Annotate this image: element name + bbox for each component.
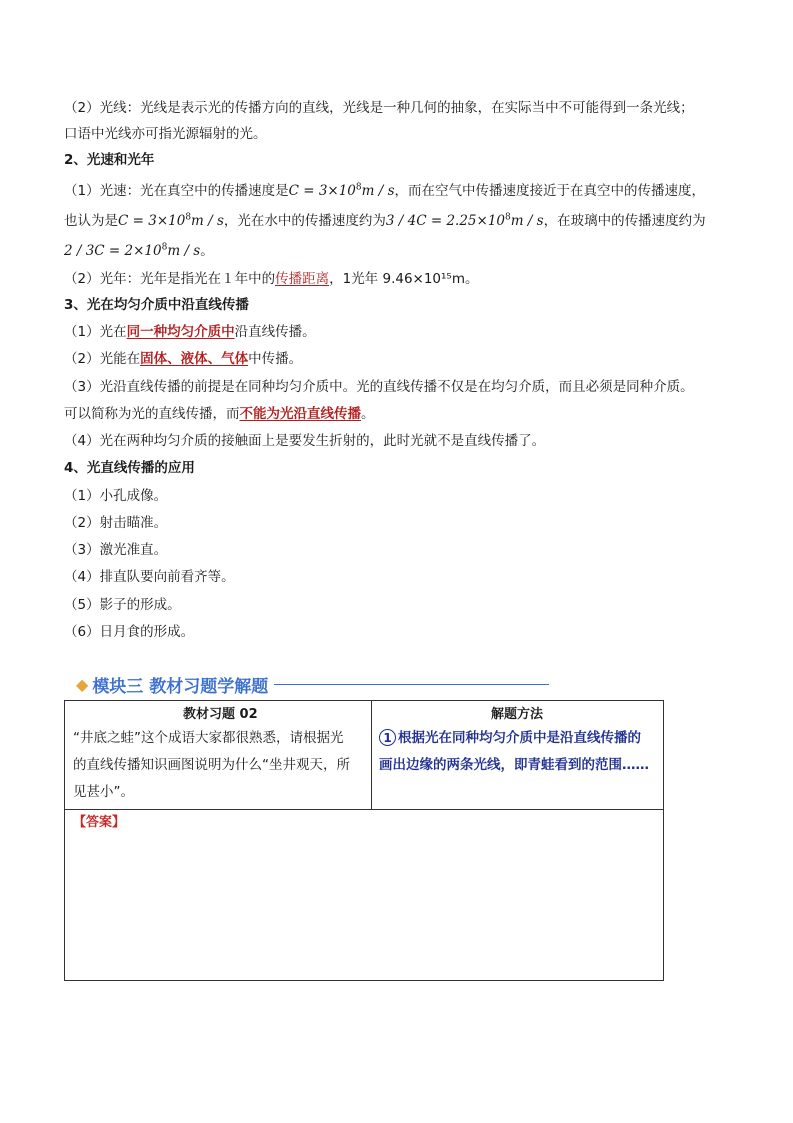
highlight-keyword: 不能为光沿直线传播 <box>239 406 361 422</box>
method-line-text: 根据光在同种均匀介质中是沿直线传播的 <box>398 730 641 746</box>
exercise-title: 教材习题 02 <box>183 707 258 722</box>
rectilinear-item-4: （4）光在两种均匀介质的接触面上是要发生折射的，此时光就不是直线传播了。 <box>64 433 546 449</box>
speed-of-light-line1 <box>64 181 705 201</box>
formula <box>118 213 224 229</box>
module-title: 模块三 教材习题学解题 <box>92 677 269 697</box>
formula-unit: m / s <box>191 213 224 229</box>
rectilinear-item-3-line1: （3）光沿直线传播的前提是在同种均匀介质中。光的直线传播不仅是在均匀介质，而且必须是同种介质。 <box>64 379 694 395</box>
light-ray-definition-line2: 口语中光线亦可指光源辐射的光。 <box>64 126 267 142</box>
text: 沿直线传播。 <box>234 324 316 340</box>
exercise-question <box>73 725 350 806</box>
question-line: 的直线传播知识画图说明为什么“坐井观天，所 <box>73 757 350 773</box>
formula-unit: m / s <box>510 213 544 229</box>
double-diamond-icon: ◆ <box>76 675 89 694</box>
formula-exponent: 8 <box>505 212 511 223</box>
speed-of-light-line3 <box>64 241 214 261</box>
method-text <box>379 725 649 779</box>
formula-base: 2 / 3C = 2×10 <box>64 243 162 259</box>
formula-base: 3 / 4C = 2.25×10 <box>385 213 506 229</box>
application-item: （4）排直队要向前看齐等。 <box>64 569 235 585</box>
column-divider <box>371 701 372 809</box>
formula-exponent: 8 <box>355 182 362 193</box>
rectilinear-item-3-line2 <box>64 404 375 424</box>
formula <box>289 183 395 199</box>
application-item: （6）日月食的形成。 <box>64 624 195 640</box>
speed-of-light-line2 <box>64 211 706 231</box>
row-divider <box>65 809 663 810</box>
question-line: “井底之蛙”这个成语大家都很熟悉，请根据光 <box>73 730 344 746</box>
rectilinear-item-1 <box>64 322 316 342</box>
highlight-keyword: 同一种均匀介质中 <box>126 324 235 340</box>
section-heading-applications: 4、光直线传播的应用 <box>64 460 195 476</box>
text: （1）光速：光在真空中的传播速度是 <box>64 183 289 199</box>
formula-base: C = 3×10 <box>288 183 356 199</box>
text: ，1光年 9.46×10¹⁵m。 <box>329 271 479 287</box>
highlight-keyword: 固体、液体、气体 <box>140 351 249 367</box>
text: 也认为是 <box>64 213 118 229</box>
formula-exponent: 8 <box>185 212 192 223</box>
text: （1）光在 <box>64 324 127 340</box>
exercise-table <box>64 700 664 981</box>
formula-unit: m / s <box>361 183 395 199</box>
text: ，光在水中的传播速度约为 <box>223 213 386 229</box>
section-heading-speed-lightyear: 2、光速和光年 <box>64 152 155 168</box>
text: 中传播。 <box>248 351 303 367</box>
method-line <box>379 725 649 752</box>
application-item: （1）小孔成像。 <box>64 488 168 504</box>
question-line: 见甚小”。 <box>73 784 134 800</box>
method-line: 画出边缘的两条光线，即青蛙看到的范围…… <box>379 757 649 773</box>
light-ray-definition-line1: （2）光线：光线是表示光的传播方向的直线，光线是一种几何的抽象，在实际当中不可能得到一条光线； <box>64 100 694 116</box>
formula-base: C = 3×10 <box>118 213 186 229</box>
highlight-keyword: 传播距离 <box>275 271 330 287</box>
text: （2）光能在 <box>64 351 141 367</box>
module-rule <box>274 684 549 685</box>
rectilinear-item-2 <box>64 349 302 369</box>
application-item: （2）射击瞄准。 <box>64 515 168 531</box>
text: ，在玻璃中的传播速度约为 <box>543 213 706 229</box>
text: 。 <box>200 243 214 259</box>
section-heading-rectilinear: 3、光在均匀介质中沿直线传播 <box>64 297 249 313</box>
formula <box>386 213 544 229</box>
application-item: （3）激光准直。 <box>64 542 168 558</box>
text: 可以简称为光的直线传播，而 <box>64 406 240 422</box>
light-year-line <box>64 269 479 289</box>
text: 。 <box>361 406 375 422</box>
answer-label: 【答案】 <box>73 815 126 830</box>
formula-exponent: 8 <box>161 242 168 253</box>
formula-unit: m / s <box>167 243 201 259</box>
circled-number-icon: 1 <box>379 729 396 746</box>
text: ，而在空气中传播速度接近于在真空中的传播速度， <box>394 183 706 199</box>
text: （2）光年：光年是指光在１年中的 <box>64 271 276 287</box>
method-title: 解题方法 <box>491 707 544 722</box>
module-header <box>76 672 549 697</box>
formula <box>64 243 200 259</box>
application-item: （5）影子的形成。 <box>64 597 181 613</box>
